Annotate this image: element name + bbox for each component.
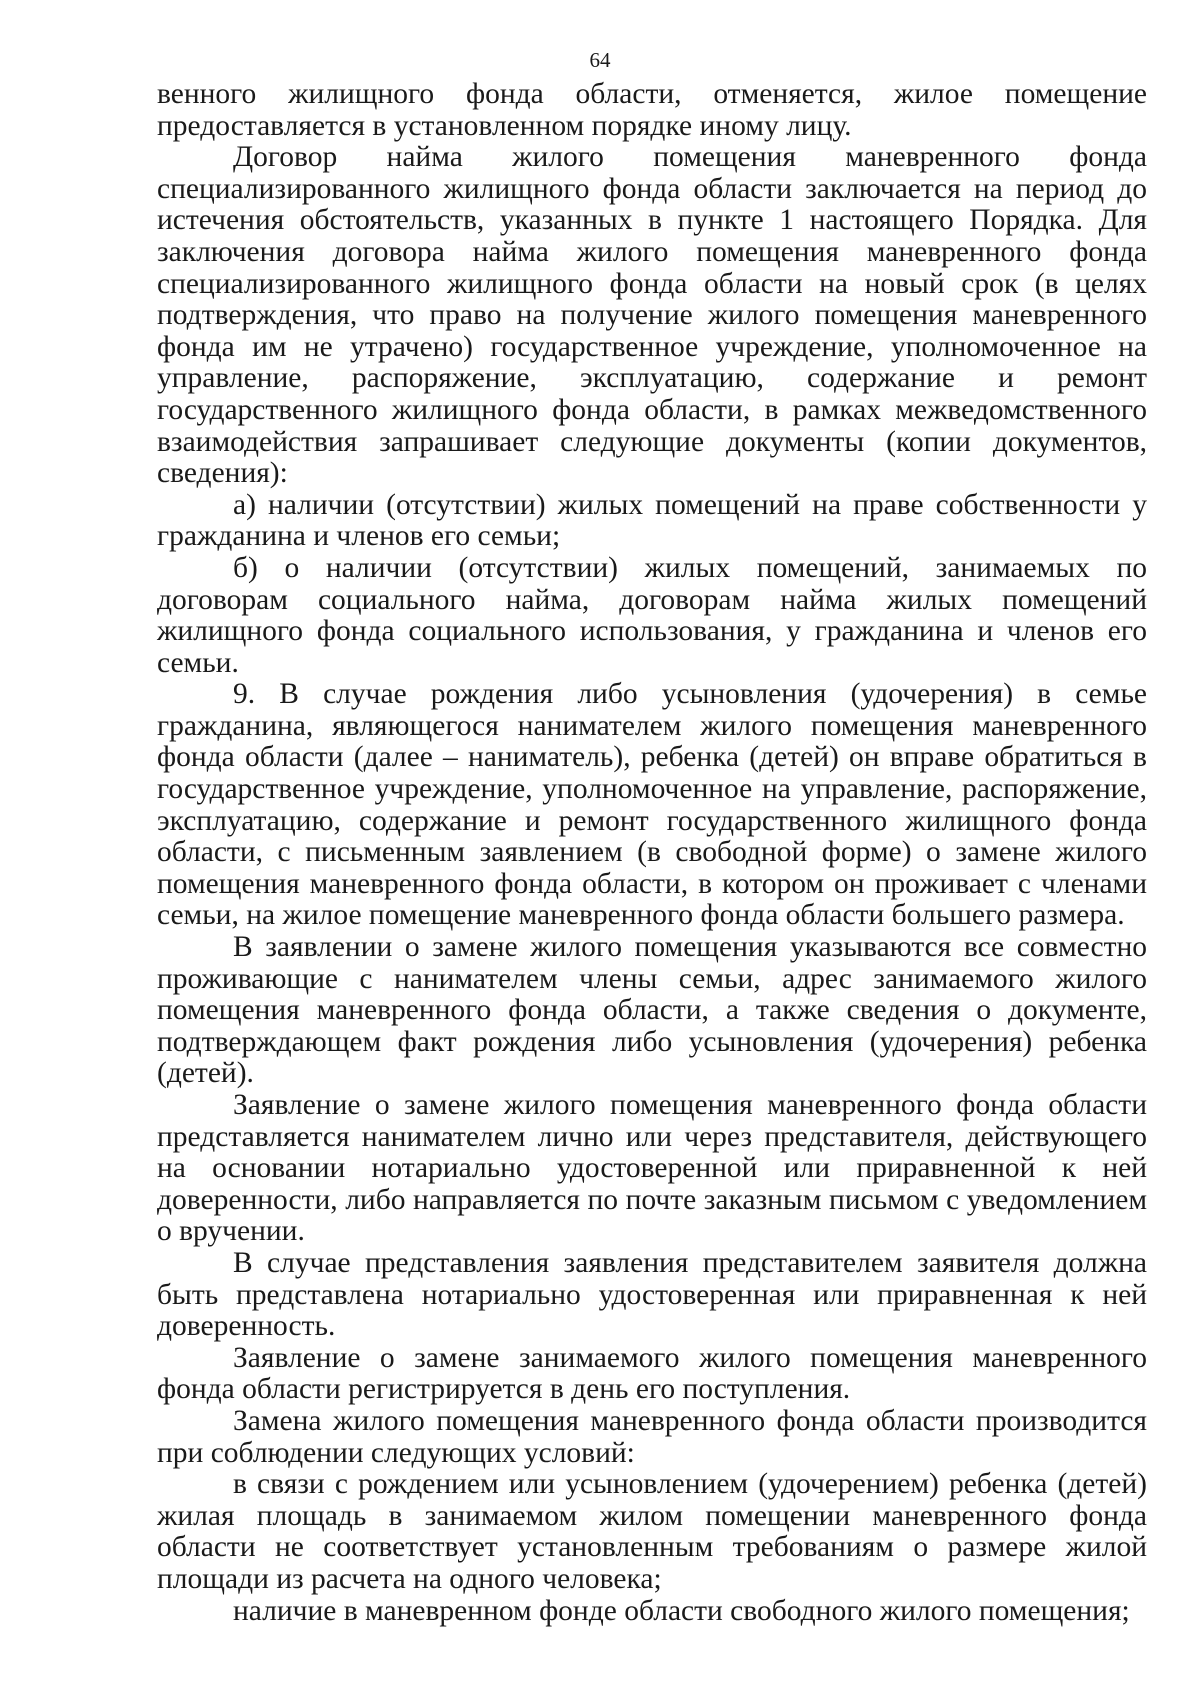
paragraph: б) о наличии (отсутствии) жилых помещений, занимаемых по договорам социального найма, договорам найма жилых помещений жилищного фонда социального использования, у гражданина и членов его семьи.: [157, 551, 1147, 679]
document-body: [157, 79, 1147, 1627]
paragraph: Заявление о замене жилого помещения маневренного фонда области представляется нанимателем лично или через представителя, действующего на основании нотариально удостоверенной или приравненной к ней доверенности, либо направляется по почте заказным письмом с уведомлением о вручении.: [157, 1089, 1147, 1248]
paragraph: В заявлении о замене жилого помещения указываются все совместно проживающие с нанимателем члены семьи, адрес занимаемого жилого помещения маневренного фонда области, а также сведения о документе, подтверждающем факт рождения либо усыновления (удочерения) ребенка (детей).: [157, 931, 1147, 1090]
paragraph: В случае представления заявления представителем заявителя должна быть представлена нотариально удостоверенная или приравненная к ней доверенность.: [157, 1246, 1147, 1343]
paragraph: Заявление о замене занимаемого жилого помещения маневренного фонда области регистрируется в день его поступления.: [157, 1341, 1147, 1406]
page-number: 64: [589, 48, 611, 72]
paragraph: венного жилищного фонда области, отменяется, жилое помещение предоставляется в установленном порядке иному лицу.: [157, 78, 1147, 142]
paragraph: Замена жилого помещения маневренного фонда области производится при соблюдении следующих условий:: [157, 1404, 1147, 1469]
paragraph: наличие в маневренном фонде области свободного жилого помещения;: [233, 1594, 1130, 1627]
paragraph: в связи с рождением или усыновлением (удочерением) ребенка (детей) жилая площадь в занимаемом жилом помещении маневренного фонда области не соответствует установленным требованиям о размере жилой площади из расчета на одного человека;: [157, 1468, 1147, 1595]
paragraph: а) наличии (отсутствии) жилых помещений на праве собственности у гражданина и членов его семьи;: [157, 488, 1147, 553]
paragraph: Договор найма жилого помещения маневренного фонда специализированного жилищного фонда области заключается на период до истечения обстоятельств, указанных в пункте 1 настоящего Порядка. Для заключения договора найма жилого помещения маневренного фонда специализированного жилищного фонда области на новый срок (в целях подтверждения, что право на получение жилого помещения маневренного фонда им не утрачено) государственное учреждение, уполномоченное на управление, распоряжение, эксплуатацию, содержание и ремонт государственного жилищного фонда области, в рамках межведомственного взаимодействия запрашивает следующие документы (копии документов, сведения):: [157, 141, 1147, 490]
paragraph: 9. В случае рождения либо усыновления (удочерения) в семье гражданина, являющегося нанимателем жилого помещения маневренного фонда области (далее – наниматель), ребенка (детей) он вправе обратиться в государственное учреждение, уполномоченное на управление, распоряжение, эксплуатацию, содержание и ремонт государственного жилищного фонда области, с письменным заявлением (в свободной форме) о замене жилого помещения маневренного фонда области, в котором он проживает с членами семьи, на жилое помещение маневренного фонда области большего размера.: [157, 678, 1147, 932]
